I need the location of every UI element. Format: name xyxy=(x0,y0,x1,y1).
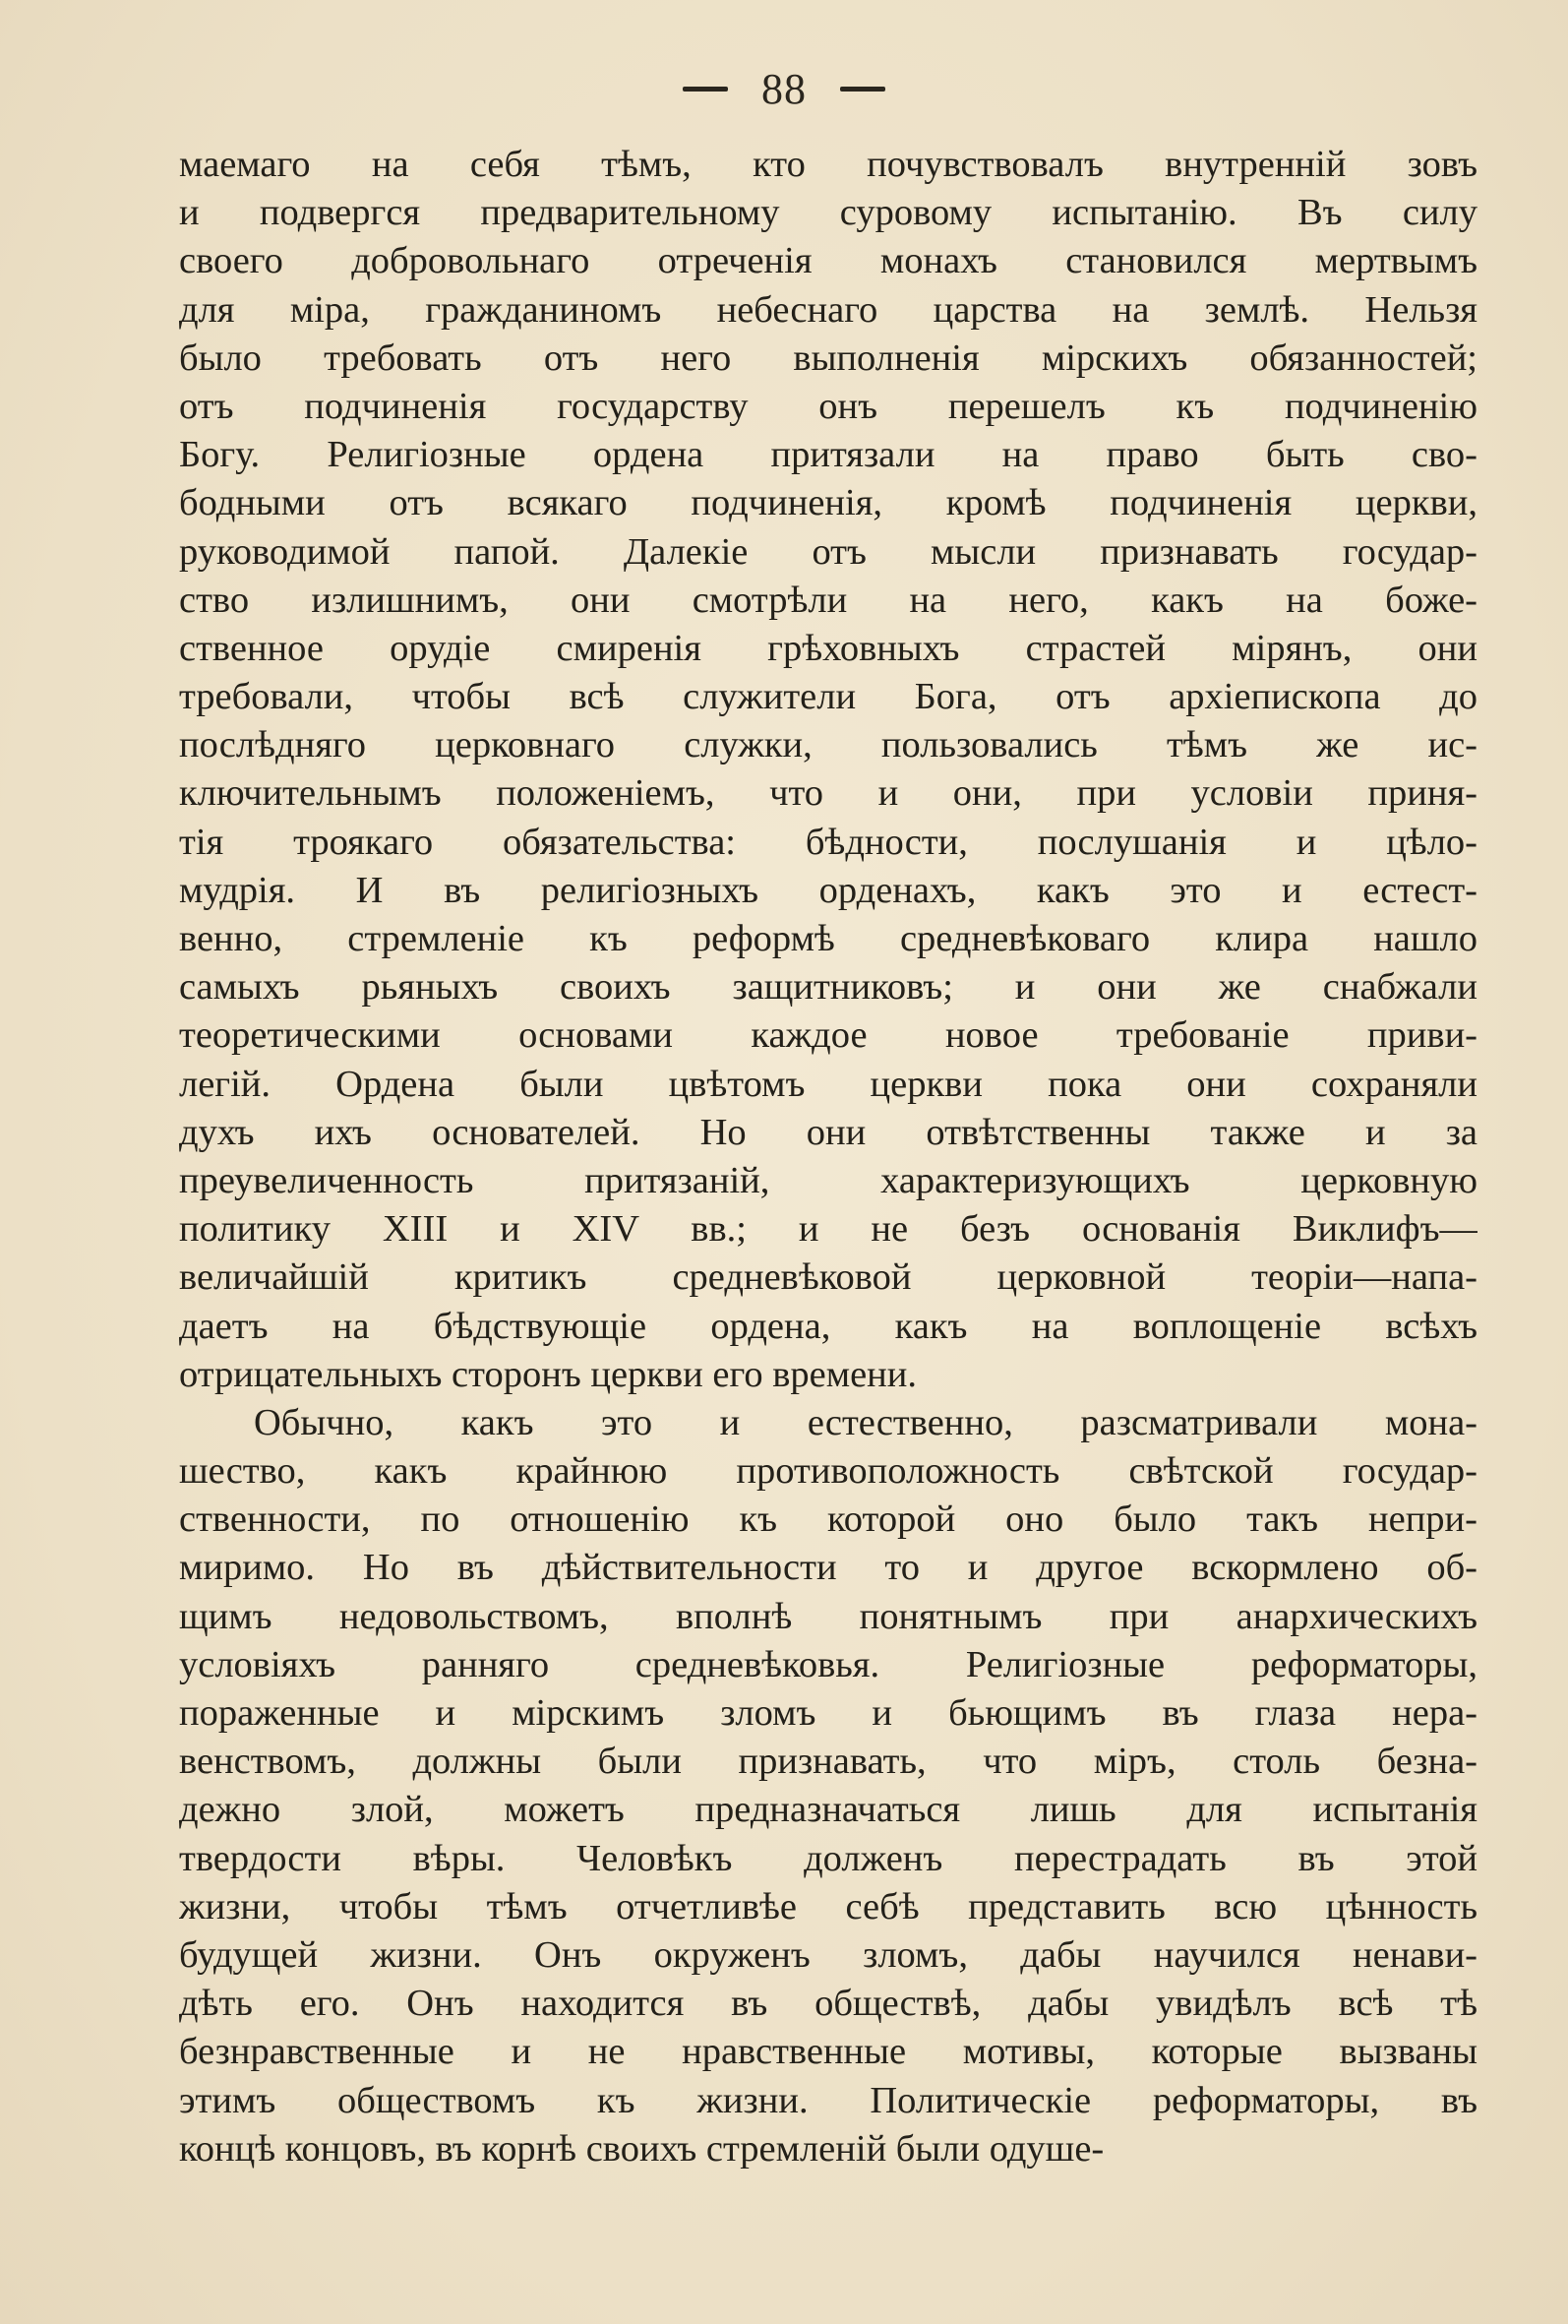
text-line: для міра, гражданиномъ небеснаго царства на землѣ. Нельзя xyxy=(179,288,1478,331)
header-dash-left xyxy=(683,87,728,92)
text-line: бодными отъ всякаго подчиненія, кромѣ подчиненія церкви, xyxy=(179,482,1478,524)
text-line: политику XIII и XIV вв.; и не безъ основанія Виклифъ— xyxy=(179,1208,1478,1251)
text-line: руководимой папой. Далекіе отъ мысли признавать государ- xyxy=(179,530,1478,573)
text-line: и подвергся предварительному суровому испытанію. Въ силу xyxy=(179,192,1478,234)
text-line: Богу. Религіозные ордена притязали на право быть сво- xyxy=(179,434,1478,476)
text-line: легій. Ордена были цвѣтомъ церкви пока они сохраняли xyxy=(179,1063,1478,1105)
text-line: послѣдняго церковнаго служки, пользовались тѣмъ же ис- xyxy=(179,724,1478,766)
text-line: жизни, чтобы тѣмъ отчетливѣе себѣ представить всю цѣнность xyxy=(179,1885,1478,1927)
text-line: ственное орудіе смиренія грѣховныхъ страстей мірянъ, они xyxy=(179,627,1478,669)
text-line: венствомъ, должны были признавать, что міръ, столь безна- xyxy=(179,1741,1478,1783)
text-line: концѣ концовъ, въ корнѣ своихъ стремленій были одуше- xyxy=(179,2127,1105,2170)
text-line: своего добровольнаго отреченія монахъ становился мертвымъ xyxy=(179,240,1478,282)
text-line: самыхъ рьяныхъ своихъ защитниковъ; и они же снабжали xyxy=(179,966,1478,1009)
text-line: Обычно, какъ это и естественно, разсматривали мона- xyxy=(254,1401,1478,1443)
text-line: величайшій критикъ средневѣковой церковной теоріи—напа- xyxy=(179,1256,1478,1299)
page-number: 88 xyxy=(761,64,807,113)
text-line: было требовать отъ него выполненія мірскихъ обязанностей; xyxy=(179,336,1478,379)
text-line: даетъ на бѣдствующіе ордена, какъ на воплощеніе всѣхъ xyxy=(179,1305,1478,1347)
paragraph xyxy=(179,1399,1478,2173)
text-line: условіяхъ ранняго средневѣковья. Религіозные реформаторы, xyxy=(179,1643,1478,1685)
paragraph xyxy=(179,141,1478,1399)
text-line: пораженные и мірскимъ зломъ и бьющимъ въ глаза нера- xyxy=(179,1692,1478,1734)
text-line: мудрія. И въ религіозныхъ орденахъ, какъ это и естест- xyxy=(179,869,1478,911)
text-line: щимъ недовольствомъ, вполнѣ понятнымъ при анархическихъ xyxy=(179,1595,1478,1637)
header-dash-right xyxy=(840,87,885,92)
text-line: безнравственные и не нравственные мотивы, которые вызваны xyxy=(179,2031,1478,2073)
text-line: венно, стремленіе къ реформѣ средневѣковаго клира нашло xyxy=(179,918,1478,959)
text-line: ственности, по отношенію къ которой оно было такъ непри- xyxy=(179,1498,1478,1541)
text-line: отрицательныхъ сторонъ церкви его времени. xyxy=(179,1353,917,1395)
text-line: требовали, чтобы всѣ служители Бога, отъ архіепископа до xyxy=(179,676,1478,718)
text-line: этимъ обществомъ къ жизни. Политическіе реформаторы, въ xyxy=(179,2079,1478,2121)
text-line: преувеличенность притязаній, характеризующихъ церковную xyxy=(179,1159,1478,1201)
text-line: миримо. Но въ дѣйствительности то и другое вскормлено об- xyxy=(179,1547,1478,1589)
page-header xyxy=(0,61,1568,116)
text-line: отъ подчиненія государству онъ перешелъ къ подчиненію xyxy=(179,385,1478,427)
text-line: дѣть его. Онъ находится въ обществѣ, дабы увидѣлъ всѣ тѣ xyxy=(179,1983,1478,2025)
text-line: ключительнымъ положеніемъ, что и они, при условіи приня- xyxy=(179,772,1478,815)
text-line: духъ ихъ основателей. Но они отвѣтственны также и за xyxy=(179,1111,1478,1153)
text-body xyxy=(179,141,1478,2173)
text-line: дежно злой, можетъ предназначаться лишь для испытанія xyxy=(179,1789,1478,1831)
text-line: твердости вѣры. Человѣкъ долженъ перестрадать въ этой xyxy=(179,1837,1478,1879)
text-line: шество, какъ крайнюю противоположность свѣтской государ- xyxy=(179,1450,1478,1493)
text-line: будущей жизни. Онъ окруженъ зломъ, дабы научился ненави- xyxy=(179,1933,1478,1976)
text-line: теоретическими основами каждое новое требованіе приви- xyxy=(179,1014,1478,1057)
text-line: маемаго на себя тѣмъ, кто почувствовалъ внутренній зовъ xyxy=(179,144,1478,185)
text-line: тія троякаго обязательства: бѣдности, послушанія и цѣло- xyxy=(179,821,1478,863)
text-line: ство излишнимъ, они смотрѣли на него, какъ на боже- xyxy=(179,579,1478,621)
